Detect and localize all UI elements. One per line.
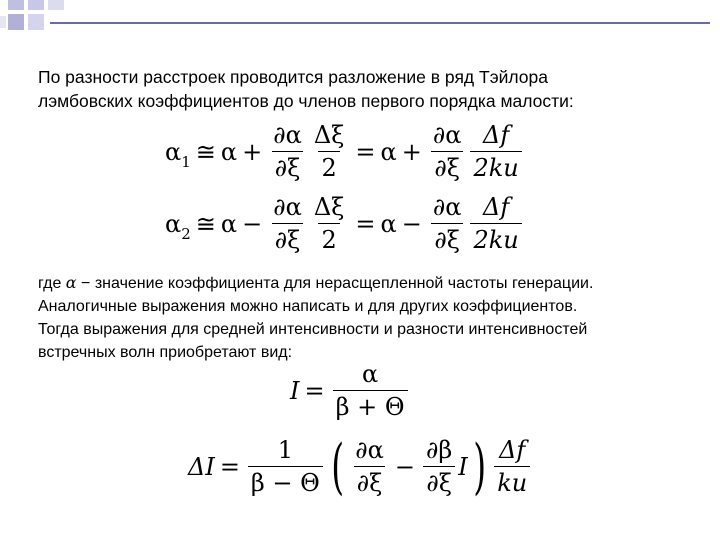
- intro-paragraph: [38, 66, 698, 113]
- minus-sign: −: [242, 209, 263, 238]
- approx-sign: ≅: [195, 137, 216, 166]
- eq4-intensity: I: [458, 452, 468, 481]
- equation-alpha2: [165, 193, 525, 254]
- deco-square: [48, 0, 64, 10]
- eq2-alpha: α: [220, 209, 238, 238]
- eq2-frac-df-2ku: $\frac{\Delta f}{2ku}$: [470, 193, 521, 254]
- eq3-lhs: I: [290, 376, 300, 405]
- left-paren: (: [331, 431, 344, 502]
- eq1-frac-dalpha-dxi-2: $\frac{\partial\alpha}{\partial\xi}$: [432, 121, 462, 182]
- eq1-alpha: α: [220, 137, 238, 166]
- deco-square: [8, 0, 24, 10]
- eq4-frac-1-over: $\frac{1}{\beta - \Theta}$: [248, 436, 323, 497]
- eq2-frac-dxi-2: $\frac{\Delta\xi}{2}$: [313, 193, 345, 254]
- approx-sign: ≅: [195, 209, 216, 238]
- deco-square: [8, 14, 24, 30]
- eq1-lhs: $\alpha_1$: [165, 137, 191, 171]
- eq2-frac-dalpha-dxi-2: $\frac{\partial\alpha}{\partial\xi}$: [432, 193, 462, 254]
- equals-sign: =: [219, 452, 240, 481]
- explanation-line-1: где α − значение коэффициента для нерасщепленной частоты генерации.: [38, 273, 594, 292]
- plus-sign: +: [242, 137, 263, 166]
- minus-sign: −: [401, 209, 422, 238]
- equals-sign: =: [355, 209, 376, 238]
- minus-sign: −: [394, 452, 415, 481]
- eq1-frac-df-2ku: $\frac{\Delta f}{2ku}$: [470, 121, 521, 182]
- right-paren: ): [473, 431, 486, 502]
- eq2-subscript: 2: [181, 224, 191, 243]
- deco-square: [0, 16, 6, 28]
- eq4-lhs: ΔI: [188, 452, 215, 481]
- eq3-frac: $\frac{\alpha}{\beta + \Theta}$: [333, 360, 408, 421]
- equation-delta-intensity: [188, 431, 533, 502]
- deco-square: [28, 14, 44, 30]
- explanation-line-2: Аналогичные выражения можно написать и для других коэффициентов.: [38, 298, 578, 315]
- eq1-alpha-2: α: [380, 137, 397, 166]
- intro-line-1: По разности расстроек проводится разложение в ряд Тэйлора: [38, 67, 549, 87]
- equals-sign: =: [355, 137, 376, 166]
- equation-intensity: [290, 360, 411, 421]
- eq1-frac-dalpha-dxi: $\frac{\partial\alpha}{\partial\xi}$: [273, 121, 302, 182]
- equals-sign: =: [304, 376, 325, 405]
- explanation-line-3: Тогда выражения для средней интенсивности и разности интенсивностей: [38, 321, 588, 338]
- eq4-frac-dbeta-dxi: $\frac{\partial\beta}{\partial\xi}$: [423, 436, 455, 497]
- deco-square: [28, 0, 44, 10]
- alpha-symbol: α: [65, 273, 77, 292]
- intro-line-2: лэмбовских коэффициентов до членов первого порядка малости:: [38, 90, 574, 111]
- header-rule: [50, 22, 710, 24]
- eq1-frac-dxi-2: $\frac{\Delta\xi}{2}$: [313, 121, 345, 182]
- explanation-line-4: встречных волн приобретают вид:: [38, 344, 293, 361]
- eq2-lhs: $\alpha_2$: [165, 209, 191, 243]
- plus-sign: +: [401, 137, 422, 166]
- decorative-header-squares: [0, 0, 720, 40]
- eq1-subscript: 1: [181, 152, 191, 171]
- eq4-frac-dalpha-dxi: $\frac{\partial\alpha}{\partial\xi}$: [355, 436, 384, 497]
- explanation-paragraph: [38, 271, 698, 364]
- equation-alpha1: [165, 121, 525, 182]
- eq2-alpha-2: α: [380, 209, 397, 238]
- eq4-frac-df-ku: $\frac{\Delta f}{ku}$: [494, 436, 530, 497]
- eq2-frac-dalpha-dxi: $\frac{\partial\alpha}{\partial\xi}$: [273, 193, 302, 254]
